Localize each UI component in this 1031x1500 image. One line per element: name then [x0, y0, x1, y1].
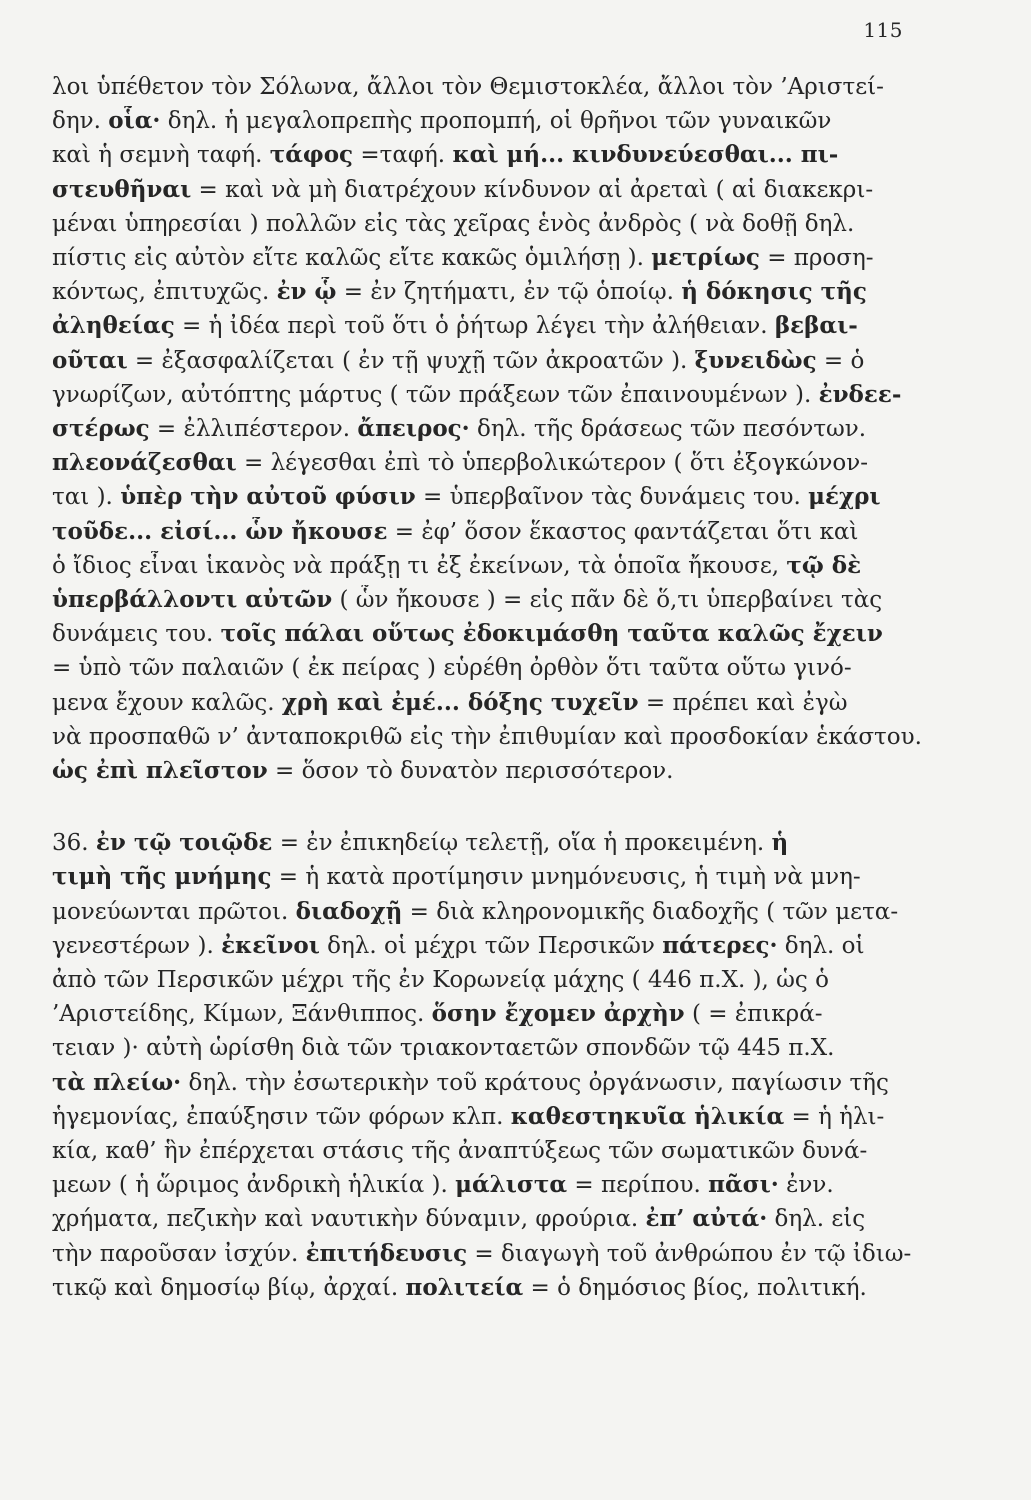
gloss-text: μονεύωνται πρῶτοι.	[52, 898, 296, 925]
text-line	[52, 1102, 932, 1132]
lemma-term: τοῦδε... εἰσί... ὧν ἤκουσε	[52, 517, 388, 545]
gloss-text: κόντως, ἐπιτυχῶς.	[52, 279, 277, 306]
text-line	[52, 380, 932, 410]
lemma-term: μάλιστα	[455, 1171, 568, 1199]
lemma-term: μέχρι	[808, 483, 881, 511]
text-line	[52, 414, 932, 444]
lemma-term: ἐπιτήδευσις	[305, 1239, 468, 1267]
gloss-text: ἀπὸ τῶν Περσικῶν μέχρι τῆς ἐν Κορωνείᾳ μάχης ( 446 π.Χ. ), ὡς ὁ	[52, 967, 829, 993]
gloss-text: = πρέπει καὶ ἐγὼ	[638, 689, 848, 716]
gloss-text: = ἐν ἐπικηδείῳ τελετῇ, οἵα ἡ προκειμένη.	[272, 830, 772, 857]
lemma-term: πᾶσι·	[708, 1171, 779, 1199]
text-line	[52, 106, 932, 136]
text-line	[52, 1170, 932, 1200]
text-line	[52, 1239, 932, 1269]
gloss-text: = ὑπὸ τῶν παλαιῶν ( ἐκ πείρας ) εὑρέθη ὀρθὸν ὅτι ταῦτα οὕτω γινό-	[52, 655, 852, 682]
gloss-text: νὰ προσπαθῶ ν’ ἀνταποκριθῶ εἰς τὴν ἐπιθυμίαν καὶ προσδοκίαν ἑκάστου.	[52, 723, 922, 750]
gloss-text: ἐνν.	[778, 1172, 834, 1199]
gloss-text: χρήματα, πεζικὴν καὶ ναυτικὴν δύναμιν, φρούρια.	[52, 1206, 646, 1233]
gloss-text: τικῷ καὶ δημοσίῳ βίῳ, ἀρχαί.	[52, 1274, 406, 1301]
text-line	[52, 585, 932, 615]
gloss-text: τειαν )· αὐτὴ ὡρίσθη διὰ τῶν τριακονταετῶν σπονδῶν τῷ 445 π.Χ.	[52, 1035, 835, 1062]
gloss-text: ( ὧν ἤκουσε ) = εἰς πᾶν δὲ ὅ,τι ὑπερβαίνει τὰς	[332, 587, 883, 613]
lemma-term: πλεονάζεσθαι	[52, 449, 237, 477]
lemma-term: ξυνειδὼς	[694, 346, 817, 374]
text-line	[52, 965, 932, 995]
gloss-text: δηλ. εἰς	[767, 1206, 866, 1233]
gloss-text: = λέγεσθαι ἐπὶ τὸ ὑπερβολικώτερον ( ὅτι ἐξογκώνον-	[236, 450, 869, 477]
gloss-text: πίστις εἰς αὐτὸν εἴτε καλῶς εἴτε κακῶς ὁμιλήσῃ ).	[52, 245, 652, 271]
gloss-text: μέναι ὑπηρεσίαι ) πολλῶν εἰς τὰς χεῖρας ἑνὸς ἀνδρὸς ( νὰ δοθῇ δηλ.	[52, 210, 855, 237]
gloss-text: 36.	[52, 830, 96, 857]
gloss-text: = ἐν ζητήματι, ἐν τῷ ὁποίῳ.	[336, 279, 682, 306]
text-line	[52, 722, 932, 752]
gloss-text: λοι ὑπέθετον τὸν Σόλωνα, ἄλλοι τὸν Θεμιστοκλέα, ἄλλοι τὸν ’Αριστεί-	[52, 74, 884, 100]
gloss-text: = περίπου.	[567, 1172, 709, 1199]
gloss-text: = προση-	[759, 245, 874, 271]
lemma-term: καθεστηκυῖα ἡλικία	[510, 1102, 785, 1130]
text-line	[52, 311, 932, 341]
text-line	[52, 688, 932, 718]
text-line	[52, 653, 932, 683]
gloss-text: δηλ. οἱ	[777, 932, 865, 959]
gloss-text: δηλ. ἡ μεγαλοπρεπὴς προπομπή, οἱ θρῆνοι τῶν γυναικῶν	[160, 108, 832, 135]
gloss-text: δην.	[52, 108, 109, 135]
gloss-text: δηλ. τὴν ἐσωτερικὴν τοῦ κράτους ὀργάνωσιν, παγίωσιν τῆς	[181, 1069, 889, 1096]
text-line	[52, 619, 932, 649]
lemma-term: καὶ μή... κινδυνεύεσθαι... πι-	[452, 141, 839, 169]
lemma-term: οῦται	[52, 346, 128, 374]
lemma-term: ἐκεῖνοι	[221, 931, 320, 959]
gloss-text: γνωρίζων, αὐτόπτης μάρτυς ( τῶν πράξεων τῶν ἐπαινουμένων ).	[52, 381, 819, 408]
gloss-text: = καὶ νὰ μὴ διατρέχουν κίνδυνον αἱ ἀρεταὶ ( αἱ διακεκρι-	[191, 176, 874, 203]
text-line	[52, 1204, 932, 1234]
gloss-text: δηλ. τῆς δράσεως τῶν πεσόντων.	[469, 416, 867, 442]
lemma-term: διαδοχῇ	[295, 897, 403, 925]
text-line	[52, 140, 932, 170]
text-line	[52, 72, 932, 102]
text-line	[52, 828, 932, 858]
gloss-text: κία, καθ’ ἣν ἐπέρχεται στάσις τῆς ἀναπτύξεως τῶν σωματικῶν δυνά-	[52, 1138, 868, 1164]
lemma-term: ὡς ἐπὶ πλεῖστον	[52, 757, 268, 784]
gloss-text: = διαγωγὴ τοῦ ἀνθρώπου ἐν τῷ ἰδιω-	[467, 1240, 912, 1267]
lemma-term: πάτερες·	[662, 931, 778, 959]
lemma-term: οἷα·	[108, 107, 161, 135]
page-number: 115	[863, 18, 903, 42]
text-line	[52, 897, 932, 927]
text-line	[52, 1136, 932, 1166]
gloss-text: = ἡ ἡλι-	[784, 1103, 885, 1130]
text-line	[52, 1273, 932, 1303]
gloss-text: τὴν παροῦσαν ἰσχύν.	[52, 1240, 306, 1267]
gloss-text: = ἐφ’ ὅσον ἕκαστος φαντάζεται ὅτι καὶ	[387, 518, 859, 545]
gloss-text: = ὁ	[816, 347, 865, 374]
lemma-term: τὰ πλείω·	[52, 1068, 182, 1096]
lemma-term: μετρίως	[651, 244, 760, 271]
lemma-term: ὑπερβάλλοντι αὐτῶν	[52, 586, 333, 613]
text-line	[52, 209, 932, 239]
gloss-text: δηλ. οἱ μέχρι τῶν Περσικῶν	[319, 932, 663, 959]
lemma-term: πολιτεία	[405, 1273, 524, 1301]
lemma-term: ἐνδεε-	[818, 380, 902, 408]
lemma-term: ἐπ’ αὐτά·	[645, 1205, 768, 1233]
lemma-term: ὅσην ἔχομεν ἀρχὴν	[431, 1000, 685, 1028]
lemma-term: τιμὴ τῆς μνήμης	[52, 863, 272, 891]
gloss-text: = ἡ ἰδέα περὶ τοῦ ὅτι ὁ ῥήτωρ λέγει τὴν ἀλήθειαν.	[174, 313, 775, 340]
lemma-term: ἄπειρος·	[357, 415, 470, 442]
lemma-term: ἐν τῷ τοιῷδε	[95, 829, 273, 857]
gloss-text: ται ).	[52, 484, 121, 511]
gloss-text: =ταφή.	[353, 142, 453, 169]
text-line	[52, 1068, 932, 1098]
gloss-text: μενα ἔχουν καλῶς.	[52, 689, 282, 716]
text-line	[52, 277, 932, 307]
gloss-text: = διὰ κληρονομικῆς διαδοχῆς ( τῶν μετα-	[402, 898, 899, 925]
text-line	[52, 346, 932, 376]
lemma-term: ἡ δόκησις τῆς	[681, 278, 867, 306]
text-line	[52, 175, 932, 205]
gloss-text: ( = ἐπικρά-	[684, 1001, 823, 1028]
text-line	[52, 243, 932, 273]
lemma-term: ἀληθείας	[52, 312, 175, 340]
lemma-term: ἡ	[771, 829, 789, 857]
text-line	[52, 999, 932, 1029]
lemma-term: τοῖς πάλαι οὕτως ἐδοκιμάσθη ταῦτα καλῶς ἔχειν	[220, 620, 883, 648]
gloss-text: μεων ( ἡ ὥριμος ἀνδρικὴ ἡλικία ).	[52, 1172, 456, 1199]
lemma-term: βεβαι-	[774, 312, 858, 340]
text-line	[52, 1033, 932, 1063]
lemma-term: τάφος	[269, 141, 354, 169]
lemma-term: χρὴ καὶ ἐμέ... δόξης τυχεῖν	[281, 688, 639, 716]
text-line	[52, 517, 932, 547]
gloss-text: δυνάμεις του.	[52, 621, 221, 648]
gloss-text: = ἐξασφαλίζεται ( ἐν τῇ ψυχῇ τῶν ἀκροατῶν ).	[127, 347, 695, 374]
text-line	[52, 931, 932, 961]
gloss-text: καὶ ἡ σεμνὴ ταφή.	[52, 142, 270, 169]
text-line	[52, 448, 932, 478]
gloss-text: = ὅσον τὸ δυνατὸν περισσότερον.	[267, 758, 674, 784]
gloss-text: = ὁ δημόσιος βίος, πολιτική.	[523, 1274, 867, 1301]
gloss-text: ὁ ἴδιος εἶναι ἱκανὸς νὰ πράξῃ τι ἐξ ἐκείνων, τὰ ὁποῖα ἤκουσε,	[52, 552, 787, 579]
gloss-text: = ἡ κατὰ προτίμησιν μνημόνευσις, ἡ τιμὴ νὰ μνη-	[271, 864, 861, 891]
text-line	[52, 482, 932, 512]
gloss-text: = ὑπερβαῖνον τὰς δυνάμεις του.	[415, 484, 809, 511]
text-line	[52, 551, 932, 581]
gloss-text: ’Αριστείδης, Κίμων, Ξάνθιππος.	[52, 1001, 432, 1028]
lemma-term: στέρως	[52, 415, 150, 442]
gloss-text: ἡγεμονίας, ἐπαύξησιν τῶν φόρων κλπ.	[52, 1103, 511, 1130]
text-line	[52, 862, 932, 892]
lemma-term: ἐν ᾧ	[276, 278, 337, 306]
text-line	[52, 756, 932, 786]
lemma-term: ὑπὲρ τὴν αὐτοῦ φύσιν	[120, 483, 416, 511]
lemma-term: τῷ δὲ	[786, 551, 862, 579]
lemma-term: στευθῆναι	[52, 175, 192, 203]
gloss-text: γενεστέρων ).	[52, 932, 222, 959]
gloss-text: = ἐλλιπέστερον.	[149, 416, 358, 442]
